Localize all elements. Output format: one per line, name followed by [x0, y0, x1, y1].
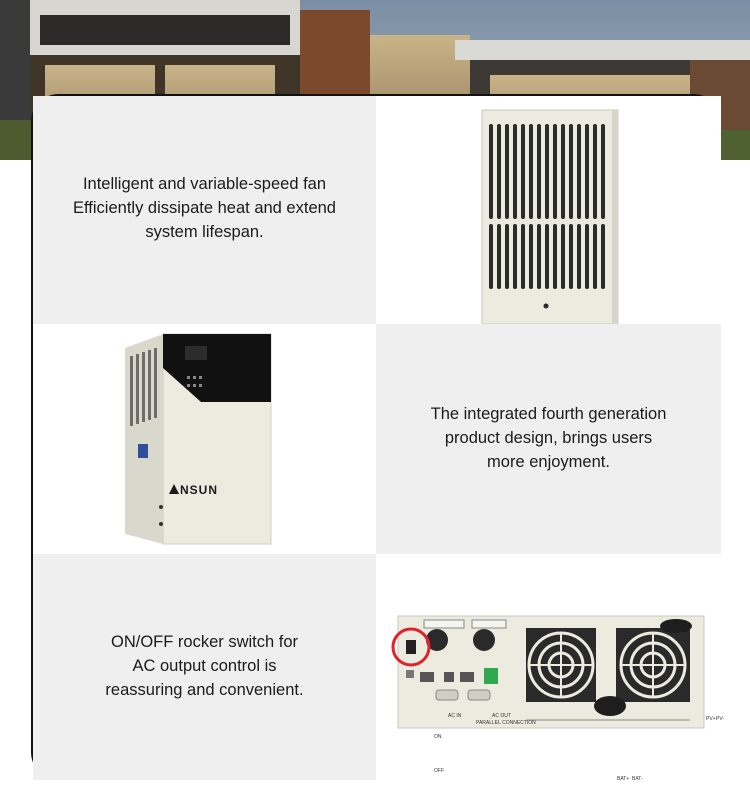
section-3-description [33, 630, 376, 702]
section-3-text-panel [33, 554, 376, 780]
section-3-line-3: reassuring and convenient. [105, 681, 304, 699]
section-2-line-3: more enjoyment. [487, 453, 610, 471]
side-vent-panel-image [376, 96, 721, 324]
section-1-line-2: Efficiently dissipate heat and extend [73, 199, 336, 217]
switch-off-label: OFF [434, 768, 444, 774]
section-3-image-panel [376, 554, 725, 782]
section-1-description [33, 172, 376, 244]
rocker-switch-icon [406, 640, 416, 654]
ac-out-label: AC OUT [492, 713, 511, 719]
section-1-line-3: system lifespan. [145, 223, 264, 241]
switch-on-label: ON [434, 734, 442, 740]
ansun-brand-text [183, 486, 187, 487]
section-1-image-panel [376, 96, 721, 324]
parallel-connection-label: PARALLEL CONNECTION [476, 720, 536, 726]
pv-terminal-icon [660, 619, 692, 633]
ac-out-port-icon [473, 629, 495, 651]
feature-card [31, 94, 725, 782]
rocker-switch-icon [138, 444, 148, 458]
section-2-line-2: product design, brings users [444, 429, 653, 447]
section-2-image-panel [33, 324, 376, 554]
section-3-line-2: AC output control is [132, 657, 277, 675]
bat-pos-label: BAT+ [617, 776, 630, 782]
section-3-line-1: ON/OFF rocker switch for [110, 633, 299, 651]
svg-text:NSUN: NSUN [180, 483, 219, 497]
bat-neg-label: BAT- [632, 776, 643, 782]
section-1-text-panel [33, 96, 376, 324]
section-2-line-1: The integrated fourth generation [430, 405, 667, 423]
inverter-front-image [33, 324, 376, 554]
ac-in-label: AC IN [448, 713, 462, 719]
pv-neg-label: PV- [716, 716, 725, 722]
battery-terminal-icon [594, 696, 626, 716]
section-1-line-1: Intelligent and variable-speed fan [82, 175, 327, 193]
pv-pos-label: PV+ [706, 716, 716, 722]
inverter-bottom-panel-image [376, 554, 721, 780]
cooling-fan-icon [616, 628, 690, 702]
section-2-text-panel [376, 324, 721, 554]
cooling-fan-icon [526, 628, 596, 702]
section-2-description [376, 402, 721, 474]
